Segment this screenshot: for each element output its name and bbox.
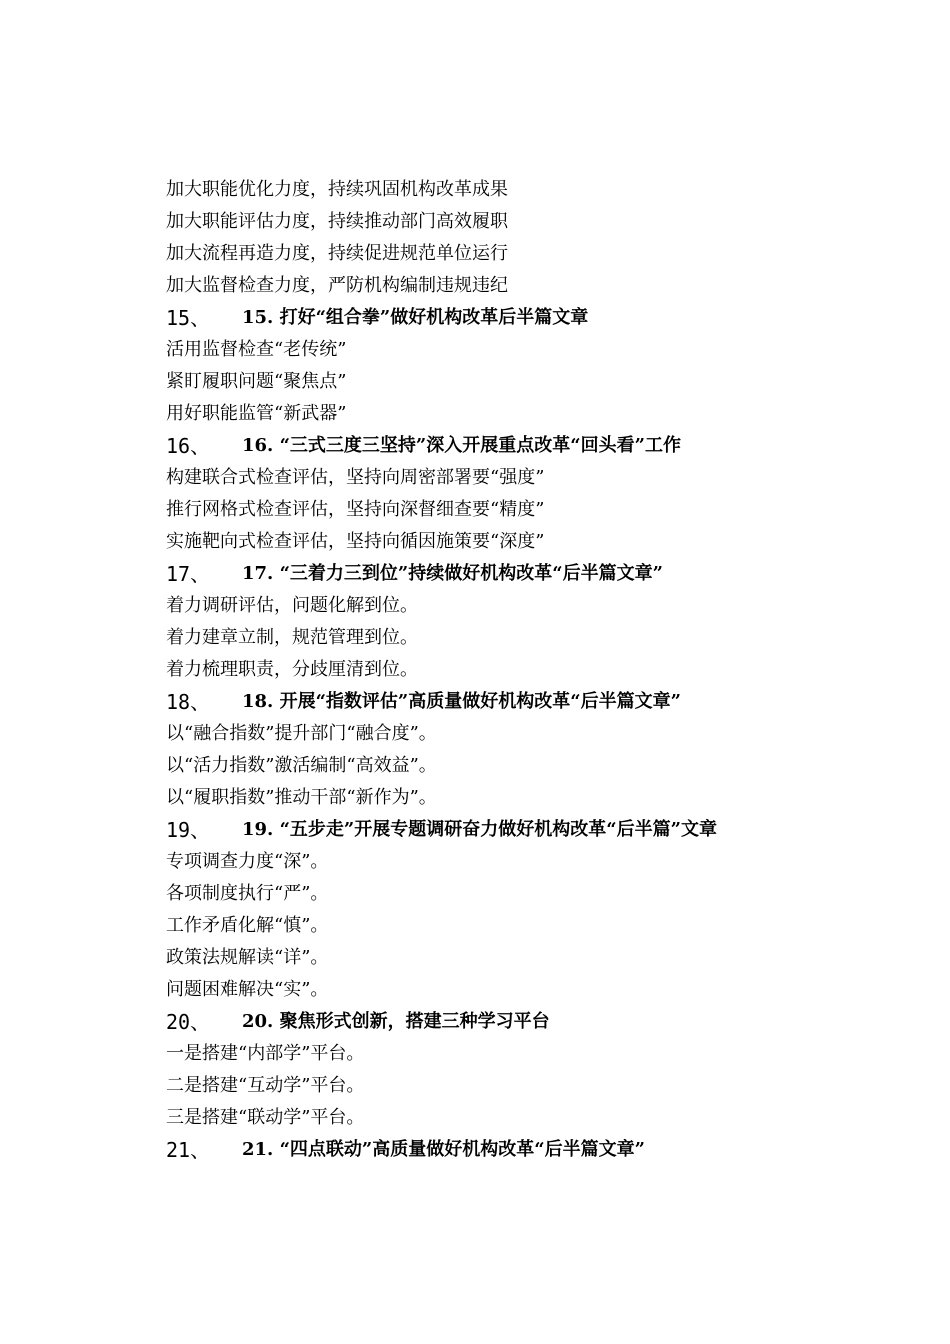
section-number: 16、 [166,434,211,458]
section-number: 21、 [166,1138,211,1162]
section-number: 15、 [166,306,211,330]
list-item: 专项调查力度“深”。 [166,851,329,872]
list-item: 加大职能优化力度，持续巩固机构改革成果 [166,179,508,200]
section-heading [166,1134,886,1166]
section-heading [166,430,886,462]
section-heading [166,302,886,334]
section-title: 17. “三着力三到位”持续做好机构改革“后半篇文章” [242,563,663,584]
section-title: 21. “四点联动”高质量做好机构改革“后半篇文章” [242,1139,645,1160]
list-item: 加大流程再造力度，持续促进规范单位运行 [166,243,508,264]
list-item: 三是搭建“联动学”平台。 [166,1107,365,1128]
section-title: 16. “三式三度三坚持”深入开展重点改革“回头看”工作 [242,435,681,456]
list-item: 工作矛盾化解“慎”。 [166,915,329,936]
list-item: 政策法规解读“详”。 [166,947,329,968]
list-item: 着力建章立制，规范管理到位。 [166,627,418,648]
list-item: 构建联合式检查评估，坚持向周密部署要“强度” [166,467,545,488]
section-title: 20. 聚焦形式创新，搭建三种学习平台 [242,1011,550,1032]
section-heading [166,558,886,590]
list-item: 问题困难解决“实”。 [166,979,329,1000]
list-item: 用好职能监管“新武器” [166,403,347,424]
section-heading [166,1006,886,1038]
list-item: 加大监督检查力度，严防机构编制违规违纪 [166,275,508,296]
section-title: 18. 开展“指数评估”高质量做好机构改革“后半篇文章” [242,691,681,712]
document-body [166,174,886,1166]
list-item: 各项制度执行“严”。 [166,883,329,904]
list-item: 实施靶向式检查评估，坚持向循因施策要“深度” [166,531,545,552]
section-title: 19. “五步走”开展专题调研奋力做好机构改革“后半篇”文章 [242,819,717,840]
list-item: 着力梳理职责，分歧厘清到位。 [166,659,418,680]
section-number: 19、 [166,818,211,842]
list-item: 活用监督检查“老传统” [166,339,347,360]
list-item: 以“融合指数”提升部门“融合度”。 [166,723,437,744]
list-item: 以“活力指数”激活编制“高效益”。 [166,755,437,776]
section-number: 17、 [166,562,211,586]
list-item: 推行网格式检查评估，坚持向深督细查要“精度” [166,499,545,520]
list-item: 二是搭建“互动学”平台。 [166,1075,365,1096]
section-number: 18、 [166,690,211,714]
list-item: 紧盯履职问题“聚焦点” [166,371,347,392]
list-item: 以“履职指数”推动干部“新作为”。 [166,787,437,808]
list-item: 加大职能评估力度，持续推动部门高效履职 [166,211,508,232]
section-title: 15. 打好“组合拳”做好机构改革后半篇文章 [242,307,589,328]
section-number: 20、 [166,1010,211,1034]
list-item: 着力调研评估，问题化解到位。 [166,595,418,616]
list-item: 一是搭建“内部学”平台。 [166,1043,365,1064]
section-heading [166,686,886,718]
section-heading [166,814,886,846]
